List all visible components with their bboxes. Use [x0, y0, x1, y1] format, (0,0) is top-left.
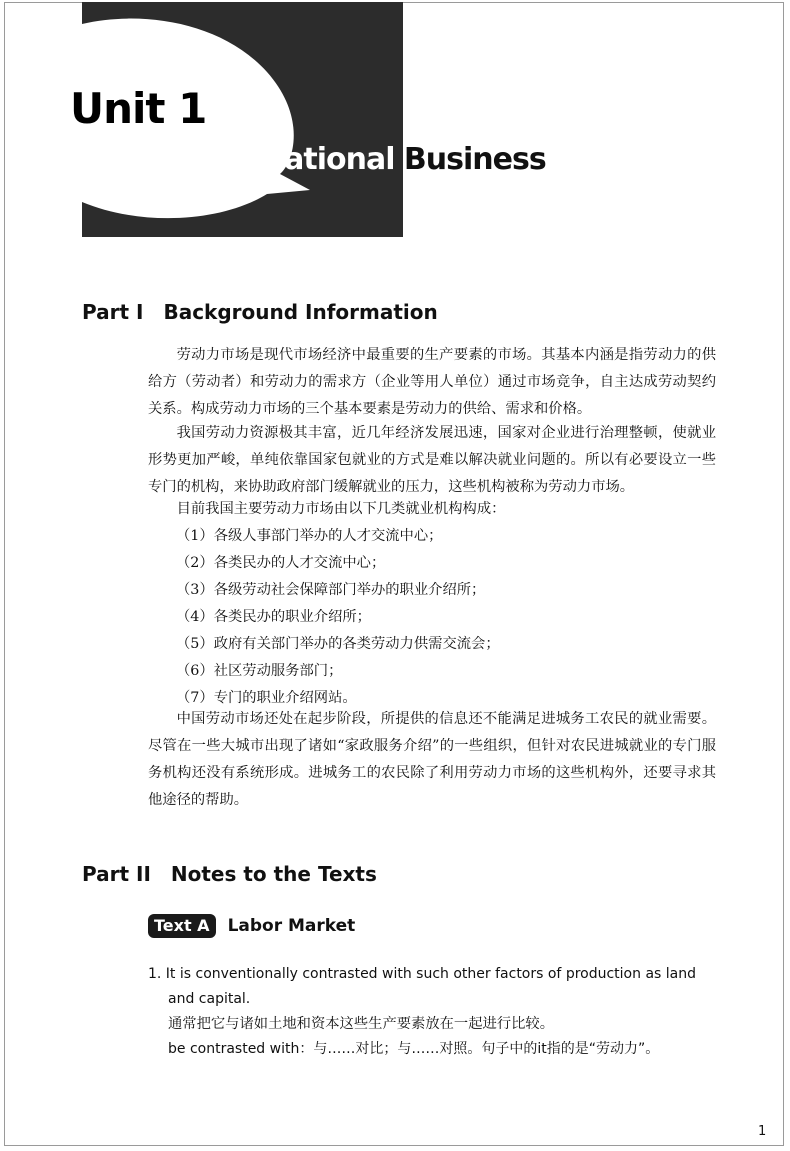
note-1-translation: 通常把它与诸如土地和资本这些生产要素放在一起进行比较。	[168, 1016, 555, 1032]
part1-paragraph-3: 目前我国主要劳动力市场由以下几类就业机构构成：	[176, 501, 506, 517]
list-item: （3）各级劳动社会保障部门举办的职业介绍所；	[176, 582, 486, 598]
note-1-phrase-explanation: be contrasted with：与……对比；与……对照。句子中的it指的是“劳动力”。	[168, 1041, 660, 1057]
list-item: （4）各类民办的职业介绍所；	[176, 609, 371, 625]
list-item: （2）各类民办的人才交流中心；	[176, 555, 386, 571]
unit-label: Unit 1	[70, 84, 207, 133]
text-a-heading	[148, 914, 355, 938]
part1-title: Background Information	[163, 300, 438, 324]
list-item: （6）社区劳动服务部门；	[176, 663, 343, 679]
text-title: Labor Market	[227, 916, 356, 936]
part1-paragraph-2: 我国劳动力资源极其丰富，近几年经济发展迅速，国家对企业进行治理整顿，使就业形势更加严峻，单纯依靠国家包就业的方式是难以解决就业问题的。所以有必要设立一些专门的机构，来协助政府部门缓解就业的压力，这些机构被称为劳动力市场。	[148, 425, 716, 495]
part2-heading	[82, 862, 377, 886]
part2-title: Notes to the Texts	[170, 862, 377, 886]
page-number: 1	[758, 1124, 767, 1139]
part1-number: Part I	[82, 300, 144, 324]
unit-title: National Business	[260, 142, 546, 177]
note-1-english-line-2: and capital.	[168, 991, 251, 1007]
employment-agency-list	[176, 523, 500, 712]
text-badge: Text A	[148, 914, 216, 938]
part1-closing-paragraph: 中国劳动市场还处在起步阶段，所提供的信息还不能满足进城务工农民的就业需要。尽管在一些大城市出现了诸如“家政服务介绍”的一些组织，但针对农民进城就业的专门服务机构还没有系统形成。进城务工的农民除了利用劳动力市场的这些机构外，还要寻求其他途径的帮助。	[148, 711, 716, 808]
note-1-english-line-1: 1. It is conventionally contrasted with such other factors of production as land	[148, 966, 696, 982]
list-item: （7）专门的职业介绍网站。	[176, 690, 357, 706]
note-1	[148, 962, 708, 1062]
list-item: （1）各级人事部门举办的人才交流中心；	[176, 528, 443, 544]
list-item: （5）政府有关部门举办的各类劳动力供需交流会；	[176, 636, 500, 652]
part1-heading	[82, 300, 438, 324]
part1-paragraph-1: 劳动力市场是现代市场经济中最重要的生产要素的市场。其基本内涵是指劳动力的供给方（劳动者）和劳动力的需求方（企业等用人单位）通过市场竞争，自主达成劳动契约关系。构成劳动力市场的三个基本要素是劳动力的供给、需求和价格。	[148, 347, 716, 417]
part2-number: Part II	[82, 862, 151, 886]
